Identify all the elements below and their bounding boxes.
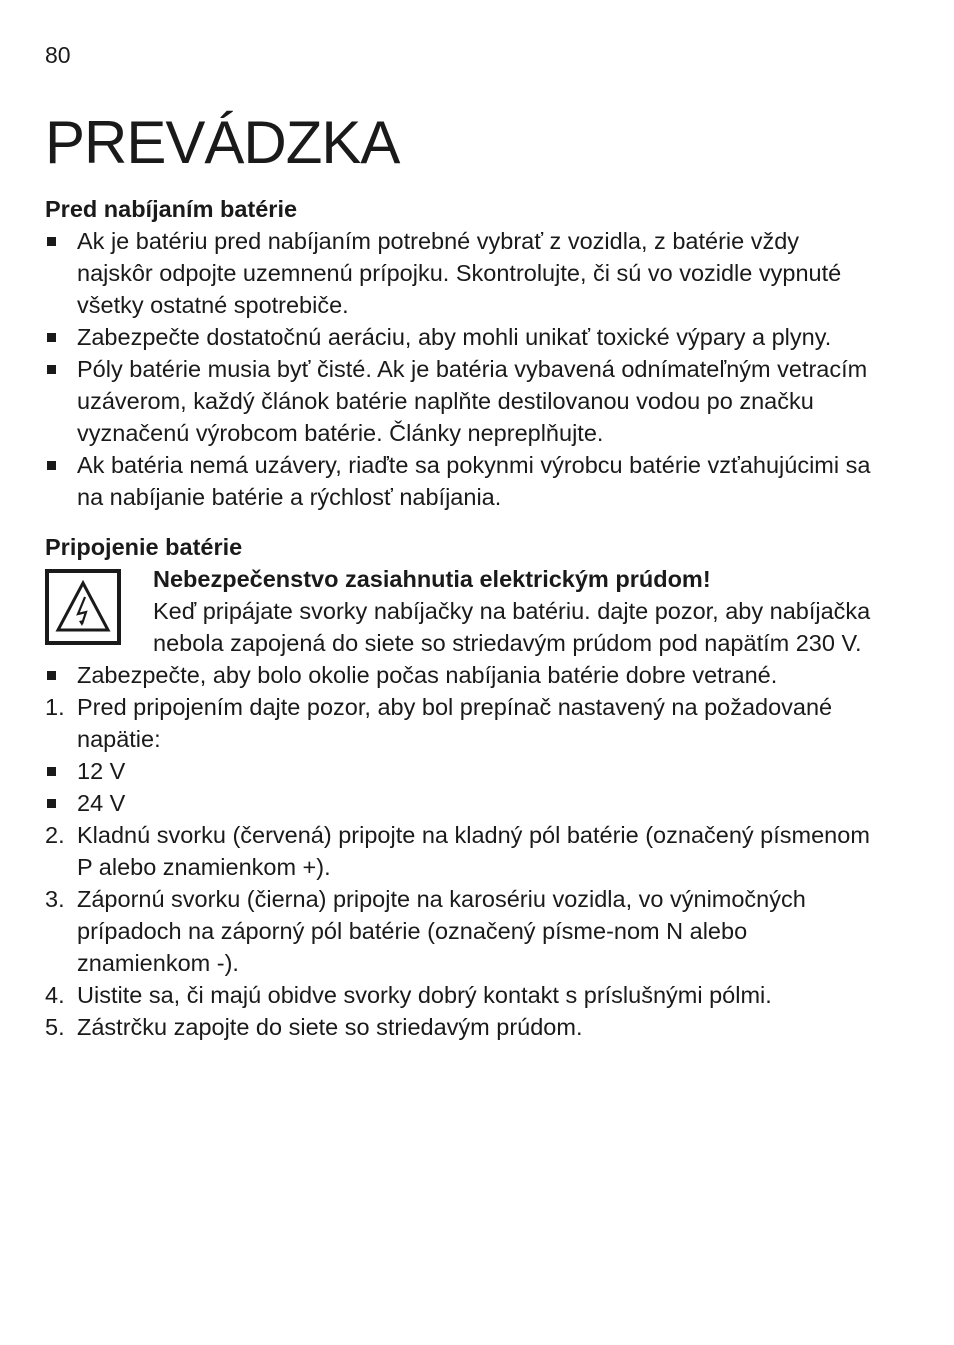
- voltage-option: 12 V: [45, 755, 875, 787]
- section-heading-connecting-battery: Pripojenie batérie: [45, 534, 243, 560]
- electric-shock-warning: [45, 563, 875, 659]
- list-item: Ak je batériu pred nabíjaním potrebné vybrať z vozidla, z batérie vždy najskôr odpojte uzemnenú prípojku. Skontrolujte, či sú vo vozidle vypnuté všetky ostatné spotrebiče.: [45, 225, 875, 321]
- step-text: Uistite sa, či majú obidve svorky dobrý kontakt s príslušnými pólmi.: [77, 982, 772, 1008]
- list-item: Zabezpečte dostatočnú aeráciu, aby mohli unikať toxické výpary a plyny.: [45, 321, 875, 353]
- step-item: [45, 819, 875, 883]
- electric-hazard-icon: [45, 569, 121, 645]
- step-text: Kladnú svorku (červená) pripojte na kladný pól batérie (označený písmenom P alebo znamienkom +).: [77, 822, 870, 880]
- warning-title: Nebezpečenstvo zasiahnutia elektrickým prúdom!: [153, 566, 711, 592]
- step-text: Zápornú svorku (čierna) pripojte na karosériu vozidla, vo výnimočných prípadoch na záporný pól batérie (označený písme-nom N alebo znamienkom -).: [77, 886, 806, 976]
- voltage-options: [45, 755, 875, 819]
- step-number: 4.: [45, 982, 65, 1008]
- step-item: [45, 979, 875, 1011]
- connection-steps: [45, 691, 875, 1043]
- page-number: 80: [45, 42, 71, 68]
- step-text: Zástrčku zapojte do siete so striedavým prúdom.: [77, 1014, 583, 1040]
- step-item: [45, 883, 875, 979]
- list-item: Zabezpečte, aby bolo okolie počas nabíjania batérie dobre vetrané.: [45, 659, 875, 691]
- step-number: 3.: [45, 886, 65, 912]
- step-item: [45, 1011, 875, 1043]
- step-text: Pred pripojením dajte pozor, aby bol prepínač nastavený na požadované napätie:: [77, 694, 833, 752]
- list-item: Ak batéria nemá uzávery, riaďte sa pokynmi výrobcu batérie vzťahujúcimi sa na nabíjanie batérie a rýchlosť nabíjania.: [45, 449, 875, 513]
- step-number: 1.: [45, 694, 65, 720]
- ventilation-list: [45, 659, 875, 691]
- step-item: [45, 691, 875, 819]
- list-item: Póly batérie musia byť čisté. Ak je batéria vybavená odnímateľným vetracím uzáverom, každý článok batérie naplňte destilovanou vodou po značku vyznačenú výrobcom batérie. Články nepreplňujte.: [45, 353, 875, 449]
- step-number: 5.: [45, 1014, 65, 1040]
- page-content: [45, 193, 875, 1043]
- step-number: 2.: [45, 822, 65, 848]
- before-charging-list: [45, 225, 875, 513]
- section-heading-before-charging: Pred nabíjaním batérie: [45, 196, 298, 222]
- voltage-option: 24 V: [45, 787, 875, 819]
- warning-text: Keď pripájate svorky nabíjačky na batériu. dajte pozor, aby nabíjačka nebola zapojená do siete so striedavým prúdom pod napätím 230 V.: [153, 598, 871, 656]
- page-title: PREVÁDZKA: [45, 109, 400, 176]
